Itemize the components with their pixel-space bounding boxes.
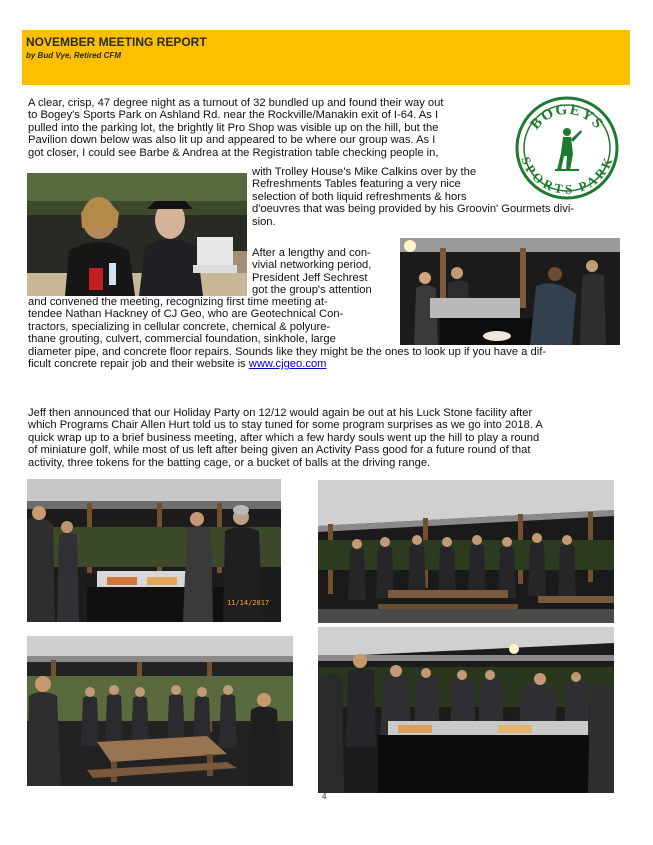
logo-bottom-text: SPORTS PARK: [518, 154, 616, 197]
meeting-paragraph-wrap: [252, 247, 372, 297]
cjgeo-website-link[interactable]: www.cjgeo.com: [248, 358, 327, 371]
text-line: quick wrap up to a brief business meeting, after which a few hardy souls went up the hill to play a round: [28, 431, 540, 444]
logo-top-text: BOGEYS: [527, 101, 607, 133]
text-line: Pavilion down below was also lit up and appeared to be where our group was. As I: [28, 134, 436, 147]
text-line: tendee Nathan Hackney of CJ Geo, who are Geotechnical Con-: [28, 308, 344, 321]
text-line: d'oeuvres that was being provided by his Groovin' Gourmets divi-: [252, 203, 575, 216]
text-line: vivial networking period,: [252, 259, 372, 272]
text-line: A clear, crisp, 47 degree night as a turnout of 32 bundled up and found their way out: [28, 97, 444, 109]
text-line: activity, three tokens for the batting cage, or a bucket of balls at the driving range.: [28, 456, 431, 469]
header-banner: [22, 30, 630, 85]
text-line: thane grouting, culvert, commercial foundation, sinkhole, large: [28, 333, 336, 346]
photo-date-stamp: 11/14/2017: [227, 599, 270, 607]
text-line: pulled into the parking lot, the brightly lit Pro Shop was visible up on the hill, but the: [28, 121, 439, 134]
meeting-paragraph: [28, 296, 546, 370]
photo-registration-table: [27, 173, 247, 296]
text-line: sion.: [252, 215, 276, 228]
intro-paragraph: [28, 97, 443, 159]
text-line: Refreshments Tables featuring a very nice: [252, 178, 461, 191]
photo-pavilion-crowd-4: [318, 627, 614, 793]
text-line: selection of both liquid refreshments & hors: [252, 190, 467, 203]
page-title: NOVEMBER MEETING REPORT: [26, 35, 207, 49]
byline: by Bud Vye, Retired CFM: [26, 51, 121, 60]
text-line: tractors, specializing in cellular concrete, chemical & polyure-: [28, 320, 331, 333]
text-line: got closer, I could see Barbe & Andrea at the Registration table checking people in,: [28, 146, 439, 159]
photo-pavilion-crowd-1: [27, 479, 281, 622]
photo-pavilion-crowd-2: [318, 480, 614, 623]
intro-paragraph-wrap: [252, 166, 574, 228]
text-line: which Programs Chair Allen Hurt told us to stay tuned for some program surprises as we go into 2018. A: [28, 419, 543, 432]
text-line: of miniature golf, while most of us left after being given an Activity Pass good for a future round of that: [28, 444, 531, 457]
announcement-paragraph: [28, 407, 543, 469]
text-line: After a lengthy and con-: [252, 247, 371, 259]
text-line-prefix: ficult concrete repair job and their website is: [28, 358, 249, 371]
text-line: [28, 358, 546, 370]
text-line: diameter pipe, and concrete floor repairs. Sounds like they might be the ones to look up if you have a dif-: [28, 345, 547, 358]
text-line: Jeff then announced that our Holiday Party on 12/12 would again be out at his Luck Stone facility after: [28, 407, 533, 419]
text-line: and convened the meeting, recognizing first time meeting at-: [28, 296, 328, 308]
text-line: got the group's attention: [252, 284, 372, 297]
text-line: with Trolley House's Mike Calkins over by the: [252, 166, 477, 178]
text-line: President Jeff Sechrest: [252, 271, 368, 284]
text-line: to Bogey's Sports Park on Ashland Rd. near the Rockville/Manakin exit of I-64. As I: [28, 109, 439, 122]
photo-pavilion-crowd-3: [27, 636, 293, 786]
page-number: 4: [322, 792, 327, 801]
